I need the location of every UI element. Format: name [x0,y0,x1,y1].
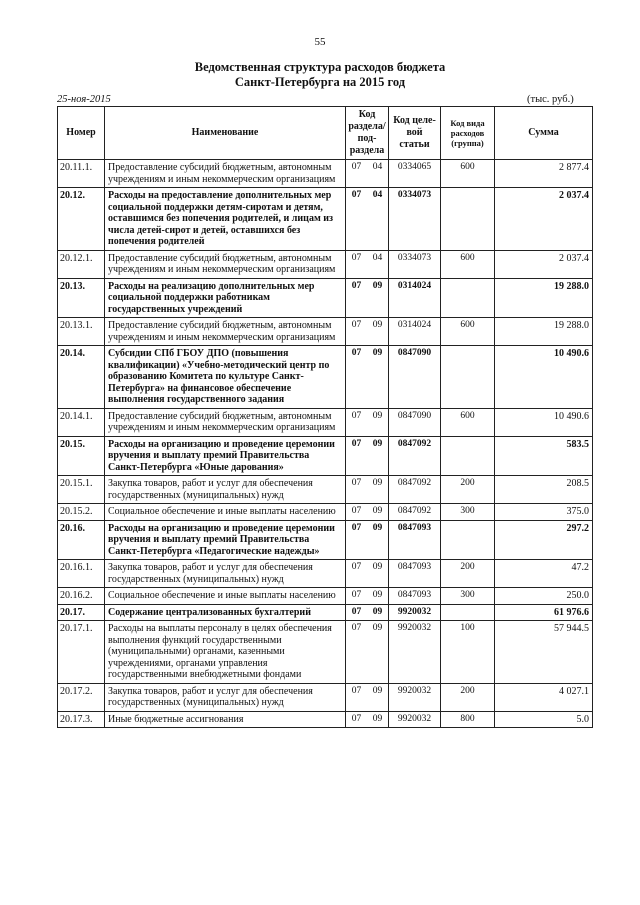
row-subsection: 09 [372,410,383,421]
row-expense-type [441,436,495,476]
row-number: 20.11.1. [58,160,105,188]
row-expense-type: 200 [441,683,495,711]
row-subsection: 09 [372,320,383,330]
row-name: Закупка товаров, работ и услуг для обеспечения государственных (муниципальных) нужд [105,683,346,711]
row-section-code [346,346,389,409]
table-row [58,318,593,346]
row-article: 9920032 [389,604,441,621]
row-sum: 57 944.5 [495,621,593,684]
row-sum: 61 976.6 [495,604,593,621]
row-section-code [346,318,389,346]
row-article: 0847093 [389,520,441,560]
row-section: 07 [351,478,362,488]
row-name: Социальное обеспечение и иные выплаты населению [105,504,346,521]
row-subsection: 09 [372,280,383,291]
header-section: Код раздела/ под- раздела [346,107,389,160]
row-expense-type: 600 [441,250,495,278]
row-name: Предоставление субсидий бюджетным, автономным учреждениям и иным некоммерческим организациям [105,250,346,278]
row-subsection: 09 [372,590,383,600]
row-article: 0334073 [389,250,441,278]
row-number: 20.12.1. [58,250,105,278]
row-article: 0334065 [389,160,441,188]
row-name: Расходы на организацию и проведение церемонии вручения и выплату премий Правительства Санкт-Петербурга «Педагогические надежды» [105,520,346,560]
table-row [58,346,593,409]
row-number: 20.15.2. [58,504,105,521]
row-subsection: 09 [372,606,383,617]
table-row [58,504,593,521]
row-expense-type [441,278,495,318]
row-name: Закупка товаров, работ и услуг для обеспечения государственных (муниципальных) нужд [105,560,346,588]
row-section: 07 [351,252,362,263]
row-expense-type: 200 [441,476,495,504]
row-section: 07 [351,522,362,533]
row-subsection: 09 [372,562,383,572]
row-subsection: 04 [372,162,383,172]
document-date: 25-ноя-2015 [57,94,111,105]
row-section-code [346,604,389,621]
row-sum: 208.5 [495,476,593,504]
table-row [58,683,593,711]
budget-table [57,106,593,728]
row-section-code [346,683,389,711]
row-article: 0314024 [389,318,441,346]
row-number: 20.15.1. [58,476,105,504]
row-subsection: 09 [372,438,383,449]
row-article: 9920032 [389,683,441,711]
row-number: 20.17.1. [58,621,105,684]
row-section-code [346,711,389,728]
row-subsection: 09 [372,713,383,724]
row-section-code [346,476,389,504]
row-section: 07 [351,685,362,696]
header-number: Номер [58,107,105,160]
row-expense-type: 600 [441,160,495,188]
units-label: (тыс. руб.) [527,94,574,105]
row-name: Предоставление субсидий бюджетным, автономным учреждениям и иным некоммерческим организациям [105,318,346,346]
row-number: 20.13. [58,278,105,318]
row-section: 07 [351,623,362,633]
row-section: 07 [351,713,362,724]
row-number: 20.17. [58,604,105,621]
row-expense-type [441,188,495,251]
row-section: 07 [351,320,362,330]
row-section: 07 [351,190,362,200]
row-section: 07 [351,348,362,358]
row-subsection: 09 [372,478,383,488]
row-section: 07 [351,162,362,172]
title-line-2: Санкт-Петербурга на 2015 год [234,75,406,89]
row-number: 20.17.3. [58,711,105,728]
row-expense-type: 300 [441,588,495,605]
header-expense-type: Код вида расходов (группа) [441,107,495,160]
table-row [58,408,593,436]
row-expense-type: 600 [441,408,495,436]
row-name: Расходы на предоставление дополнительных мер социальной поддержки детям-сиротам и детям, оставшимся без попечения родителей, и лицам из числа детей-сирот и детей, оставшихся без попечения родителей [105,188,346,251]
row-number: 20.16.1. [58,560,105,588]
row-section-code [346,188,389,251]
row-number: 20.16. [58,520,105,560]
row-number: 20.13.1. [58,318,105,346]
row-name: Расходы на выплаты персоналу в целях обеспечения выполнения функций государственными (муниципальными) органами, казенными учреждениями, органами управления государственными внебюджетными фондами [105,621,346,684]
row-section: 07 [351,590,362,600]
row-section: 07 [351,280,362,291]
row-expense-type [441,346,495,409]
row-section-code [346,560,389,588]
row-section-code [346,160,389,188]
row-number: 20.14. [58,346,105,409]
table-row [58,436,593,476]
row-name: Иные бюджетные ассигнования [105,711,346,728]
row-section-code [346,250,389,278]
table-header-row [58,107,593,160]
table-row [58,560,593,588]
row-sum: 4 027.1 [495,683,593,711]
header-article: Код целе- вой статьи [389,107,441,160]
row-number: 20.14.1. [58,408,105,436]
title-line-1: Ведомственная структура расходов бюджета [194,60,446,74]
row-name: Социальное обеспечение и иные выплаты населению [105,588,346,605]
row-name: Предоставление субсидий бюджетным, автономным учреждениям и иным некоммерческим организациям [105,160,346,188]
table-row [58,188,593,251]
table-row [58,520,593,560]
row-subsection: 09 [372,348,383,358]
row-subsection: 09 [372,623,383,633]
row-article: 0847092 [389,504,441,521]
row-section-code [346,520,389,560]
row-article: 0847092 [389,436,441,476]
row-name: Субсидии СПб ГБОУ ДПО (повышения квалификации) «Учебно-методический центр по образованию Комитета по культуре Санкт-Петербурга» на финансовое обеспечение выполнения государственного задания [105,346,346,409]
row-section: 07 [351,506,362,516]
row-expense-type: 800 [441,711,495,728]
table-row [58,604,593,621]
row-name: Содержание централизованных бухгалтерий [105,604,346,621]
row-expense-type: 600 [441,318,495,346]
row-article: 0314024 [389,278,441,318]
row-sum: 10 490.6 [495,408,593,436]
table-row [58,476,593,504]
row-sum: 19 288.0 [495,278,593,318]
row-sum: 10 490.6 [495,346,593,409]
row-expense-type [441,604,495,621]
row-subsection: 09 [372,685,383,696]
row-section-code [346,588,389,605]
row-name: Предоставление субсидий бюджетным, автономным учреждениям и иным некоммерческим организациям [105,408,346,436]
row-section-code [346,278,389,318]
table-row [58,588,593,605]
row-article: 0847092 [389,476,441,504]
row-sum: 250.0 [495,588,593,605]
row-section-code [346,436,389,476]
page-number: 55 [314,36,326,48]
table-row [58,711,593,728]
header-sum: Сумма [495,107,593,160]
row-name: Расходы на организацию и проведение церемонии вручения и выплату премий Правительства Санкт-Петербурга «Юные дарования» [105,436,346,476]
row-name: Закупка товаров, работ и услуг для обеспечения государственных (муниципальных) нужд [105,476,346,504]
row-section: 07 [351,410,362,421]
document-title [0,60,640,90]
row-article: 0847093 [389,560,441,588]
row-sum: 375.0 [495,504,593,521]
header-name: Наименование [105,107,346,160]
row-section-code [346,408,389,436]
row-sum: 5.0 [495,711,593,728]
row-name: Расходы на реализацию дополнительных мер социальной поддержки работникам государственных учреждений [105,278,346,318]
table-row [58,250,593,278]
row-article: 9920032 [389,621,441,684]
row-article: 9920032 [389,711,441,728]
table-row [58,278,593,318]
row-sum: 297.2 [495,520,593,560]
row-expense-type: 100 [441,621,495,684]
table-row [58,160,593,188]
row-article: 0334073 [389,188,441,251]
row-subsection: 04 [372,252,383,263]
row-sum: 2 037.4 [495,250,593,278]
row-section-code [346,504,389,521]
row-section: 07 [351,562,362,572]
row-section: 07 [351,606,362,617]
row-number: 20.15. [58,436,105,476]
row-subsection: 09 [372,522,383,533]
row-section: 07 [351,438,362,449]
row-number: 20.12. [58,188,105,251]
row-article: 0847090 [389,408,441,436]
row-sum: 19 288.0 [495,318,593,346]
row-expense-type: 200 [441,560,495,588]
row-number: 20.16.2. [58,588,105,605]
row-expense-type: 300 [441,504,495,521]
row-section-code [346,621,389,684]
row-expense-type [441,520,495,560]
row-subsection: 09 [372,506,383,516]
row-sum: 2 877.4 [495,160,593,188]
row-sum: 47.2 [495,560,593,588]
table-row [58,621,593,684]
row-sum: 2 037.4 [495,188,593,251]
row-sum: 583.5 [495,436,593,476]
row-article: 0847093 [389,588,441,605]
row-number: 20.17.2. [58,683,105,711]
row-article: 0847090 [389,346,441,409]
row-subsection: 04 [372,190,383,200]
